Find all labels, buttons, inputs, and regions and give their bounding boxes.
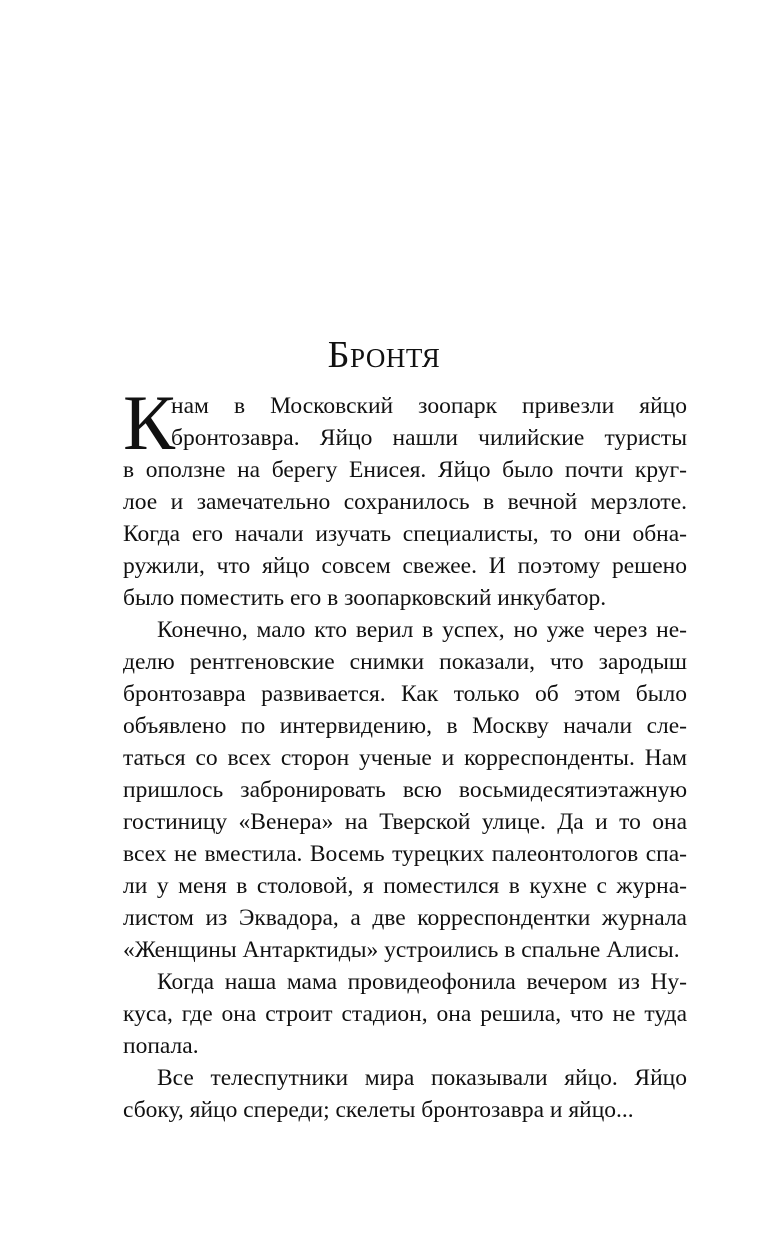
text-line: куса, где она строит стадион, она решила, что не туда — [123, 1001, 687, 1027]
text-line: бронтозавра. Яйцо нашли чилийские туристы — [171, 425, 687, 451]
text-line: ли у меня в столовой, я поместился в кухне с журна- — [123, 873, 687, 899]
text-line: пришлось забронировать всю восьмидесятиэтажную — [123, 777, 687, 803]
text-line: нам в Московский зоопарк привезли яйцо — [171, 393, 687, 419]
text-line: Конечно, мало кто верил в успех, но уже через не- — [157, 617, 687, 643]
text-line: Когда его начали изучать специалисты, то они обна- — [123, 521, 687, 547]
text-line: делю рентгеновские снимки показали, что зародыш — [123, 649, 687, 675]
text-line: попала. — [123, 1033, 199, 1059]
text-line: гостиницу «Венера» на Тверской улице. Да и то она — [123, 809, 687, 835]
text-line: Все телеспутники мира показывали яйцо. Яйцо — [157, 1065, 687, 1091]
text-line: таться со всех сторон ученые и корреспонденты. Нам — [123, 745, 687, 771]
text-line: всех не вместила. Восемь турецких палеонтологов спа- — [123, 841, 687, 867]
text-line: объявлено по интервидению, в Москву начали сле- — [123, 713, 687, 739]
paragraph — [123, 966, 687, 1062]
drop-cap: К — [123, 379, 176, 466]
text-line: в оползне на берегу Енисея. Яйцо было почти круг- — [123, 457, 687, 483]
paragraph — [123, 379, 687, 614]
text-line: было поместить его в зоопарковский инкубатор. — [123, 585, 607, 611]
paragraph — [123, 1062, 687, 1126]
text-line: лое и замечательно сохранилось в вечной мерзлоте. — [123, 489, 687, 515]
text-line: «Женщины Антарктиды» устроились в спальне Алисы. — [123, 937, 680, 963]
text-line: листом из Эквадора, а две корреспондентки журнала — [123, 905, 687, 931]
chapter-title: Бронтя — [327, 334, 441, 376]
paragraph — [123, 614, 687, 966]
text-line: Когда наша мама провидеофонила вечером из Ну- — [157, 969, 687, 995]
text-line: сбоку, яйцо спереди; скелеты бронтозавра и яйцо... — [123, 1097, 634, 1123]
text-line: ружили, что яйцо совсем свежее. И поэтому решено — [123, 553, 687, 579]
chapter-body — [123, 379, 687, 1126]
text-line: бронтозавра развивается. Как только об этом было — [123, 681, 687, 707]
